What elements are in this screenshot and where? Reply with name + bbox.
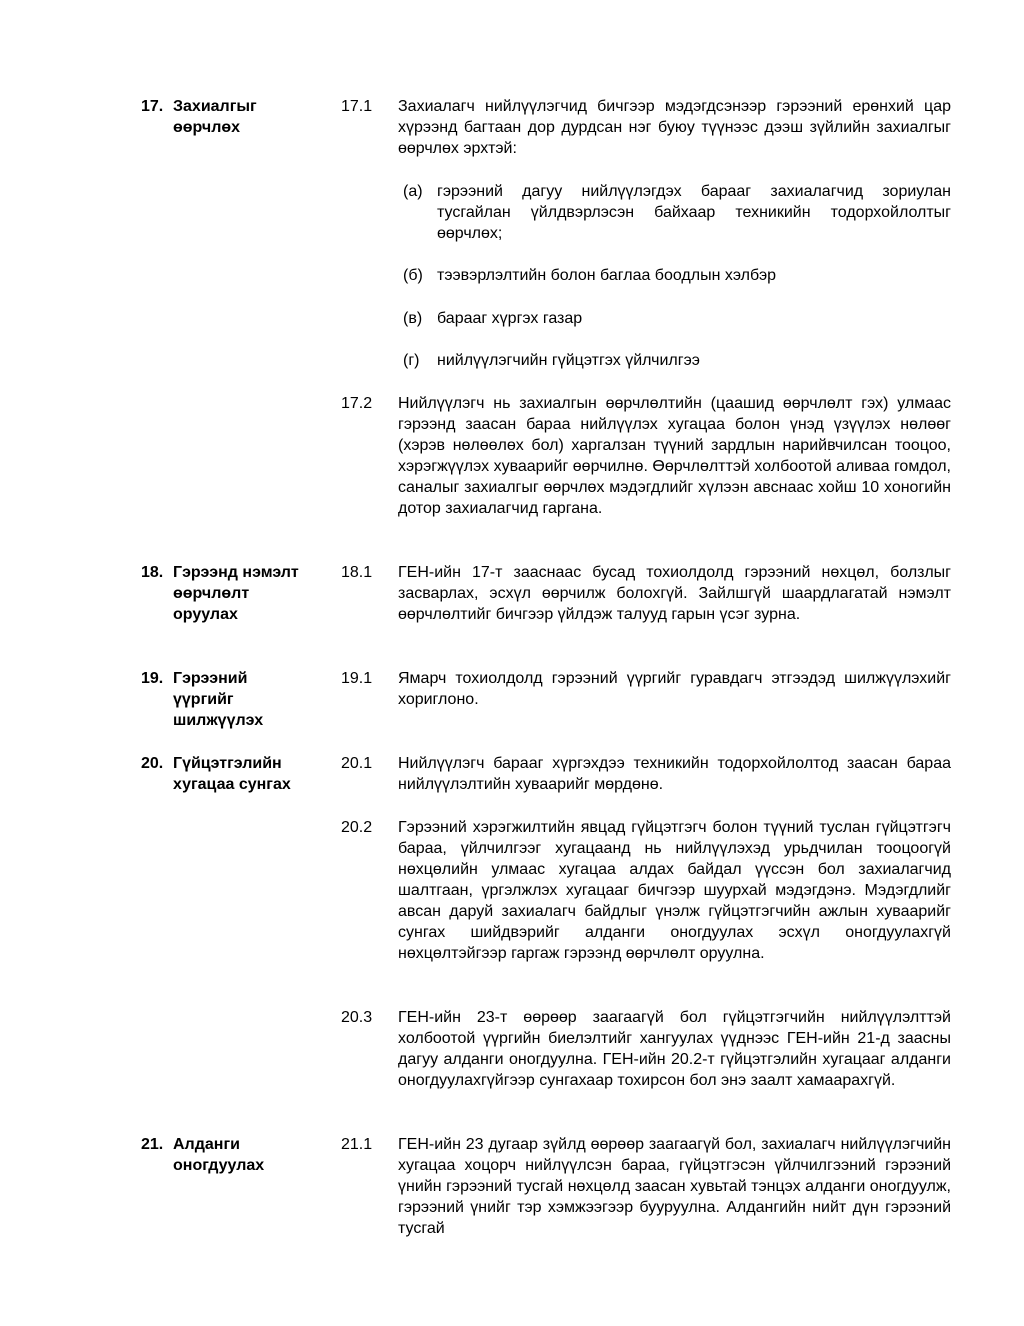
sub-item-letter: (а) xyxy=(403,183,423,200)
sub-item-text: тээвэрлэлтийн болон баглаа боодлын хэлбэр xyxy=(437,267,777,284)
section-title-line: Гэрээнд нэмэлт xyxy=(173,564,299,581)
clause-number: 20.2 xyxy=(341,819,373,836)
clause-text: ГЕН-ийн 23-т өөрөөр заагаагүй бол гүйцэтгэгчийн нийлүүлэлттэй холбоотой үүргийн биелэлтийг хангуулах үүднээс ГЕН-ийн 21-д заасны дагуу алданги оногдуулна. ГЕН-ийн 20.2-т гүйцэтгэлийн хугацааг алданги оногдуулахгүйгээр сунгахаар тохирсон бол энэ заалт хамаарахгүй. xyxy=(398,1009,951,1089)
section-title-line: оруулах xyxy=(173,606,238,623)
section-title-line: оногдуулах xyxy=(173,1157,265,1174)
clause-text: Захиалагч нийлүүлэгчид бичгээр мэдэгдсэнээр гэрээний ерөнхий цар хүрээнд багтаан дор дурдсан нэг буюу түүнээс дээш зүйлийн захиалгыг өөрчлөх эрхтэй: xyxy=(398,98,951,157)
section-title-line: Захиалгыг xyxy=(173,98,257,115)
section-number: 19. xyxy=(141,670,164,687)
section-title-line: өөрчлөх xyxy=(173,119,241,136)
clause-number: 20.1 xyxy=(341,755,373,772)
section-number: 20. xyxy=(141,755,164,772)
clause-text: ГЕН-ийн 17-т зааснаас бусад тохиолдолд гэрээний нөхцөл, болзлыг засварлах, эсхүл өөрчилж болохгүй. Зайлшгүй шаардлагатай нэмэлт өөрчлөлтийг бичгээр үйлдэж талууд гарын үсэг зурна. xyxy=(398,564,951,623)
section-21-title xyxy=(141,1134,326,1176)
clause-number: 21.1 xyxy=(341,1136,373,1153)
section-title-line: Алданги xyxy=(173,1136,240,1153)
clause-text: Гэрээний хэрэгжилтийн явцад гүйцэтгэгч болон түүний туслан гүйцэтгэгч бараа, үйлчилгээг хугацаанд нь нийлүүлэхэд урьдчилан тооцоогүй нөхцөлийн улмаас хугацаа алдах байдал үүссэн бол захиалагчид шалтгаан, үргэлжлэх хугацааг бичгээр шуурхай мэдэгдэнэ. Мэдэгдлийг авсан даруй захиалагч байдлыг үнэлж гүйцэтгэгчийн ажлын хуваарийг сунгах шийдвэрийг алданги оногдуулах эсхүл оногдуулахгүй нөхцөлтэйгээр гаргаж гэрээнд өөрчлөлт оруулна. xyxy=(398,819,951,962)
sub-item-letter: (б) xyxy=(403,267,423,284)
section-title-line: үүргийг xyxy=(173,691,234,708)
sub-item-letter: (г) xyxy=(403,352,420,369)
section-20-title xyxy=(141,753,326,795)
section-number: 17. xyxy=(141,98,164,115)
clause-number: 17.2 xyxy=(341,395,373,412)
section-17-title xyxy=(141,96,326,138)
section-title-line: өөрчлөлт xyxy=(173,585,250,602)
section-title-line: Гүйцэтгэлийн xyxy=(173,755,282,772)
section-number: 21. xyxy=(141,1136,164,1153)
clause-number: 19.1 xyxy=(341,670,373,687)
section-title-line: Гэрээний xyxy=(173,670,248,687)
sub-item-letter: (в) xyxy=(403,310,423,327)
sub-item-text: гэрээний дагуу нийлүүлэгдэх барааг захиалагчид зориулан тусгайлан үйлдвэрлэсэн байхаар техникийн тодорхойлолтыг өөрчлөх; xyxy=(437,183,951,242)
section-19-title xyxy=(141,668,326,731)
sub-item-text: барааг хүргэх газар xyxy=(437,310,583,327)
clause-number: 20.3 xyxy=(341,1009,373,1026)
section-title-line: хугацаа сунгах xyxy=(173,776,291,793)
section-number: 18. xyxy=(141,564,164,581)
clause-text: ГЕН-ийн 23 дугаар зүйлд өөрөөр заагаагүй бол, захиалагч нийлүүлэгчийн хугацаа хоцорч нийлүүлсэн бараа, гүйцэтгэсэн үйлчилгээний гэрээний үнийн гэрээний тусгай нөхцөлд заасан хувьтай тэнцэх алданги оногдуулж, гэрээний үнийг тэр хэмжээгээр бууруулна. Алдангийн нийт дүн гэрээний тусгай xyxy=(398,1136,951,1237)
clause-text: Ямарч тохиолдолд гэрээний үүргийг гуравдагч этгээдэд шилжүүлэхийг хориглоно. xyxy=(398,670,951,708)
clause-text: Нийлүүлэгч нь захиалгын өөрчлөлтийн (цаашид өөрчлөлт гэх) улмаас гэрээнд заасан бараа нийлүүлэх хугацаа болон үнэд үзүүлэх нөлөөг (хэрэв нөлөөлөх бол) харгалзан түүний зардлын нарийвчилсан тооцоо, хэрэгжүүлэх хуваарийг өөрчилнө. Өөрчлөлттэй холбоотой аливаа гомдол, саналыг захиалгыг өөрчлөх мэдэгдлийг хүлээн авснаас хойш 10 хоногийн дотор захиалагчид гаргана. xyxy=(398,395,951,517)
section-18-title xyxy=(141,562,326,625)
clause-text: Нийлүүлэгч барааг хүргэхдээ техникийн тодорхойлолтод заасан бараа нийлүүлэлтийн хуваарийг мөрдөнө. xyxy=(398,755,951,793)
clause-number: 17.1 xyxy=(341,98,373,115)
section-title-line: шилжүүлэх xyxy=(173,712,264,729)
sub-item-text: нийлүүлэгчийн гүйцэтгэх үйлчилгээ xyxy=(437,352,700,369)
clause-number: 18.1 xyxy=(341,564,373,581)
